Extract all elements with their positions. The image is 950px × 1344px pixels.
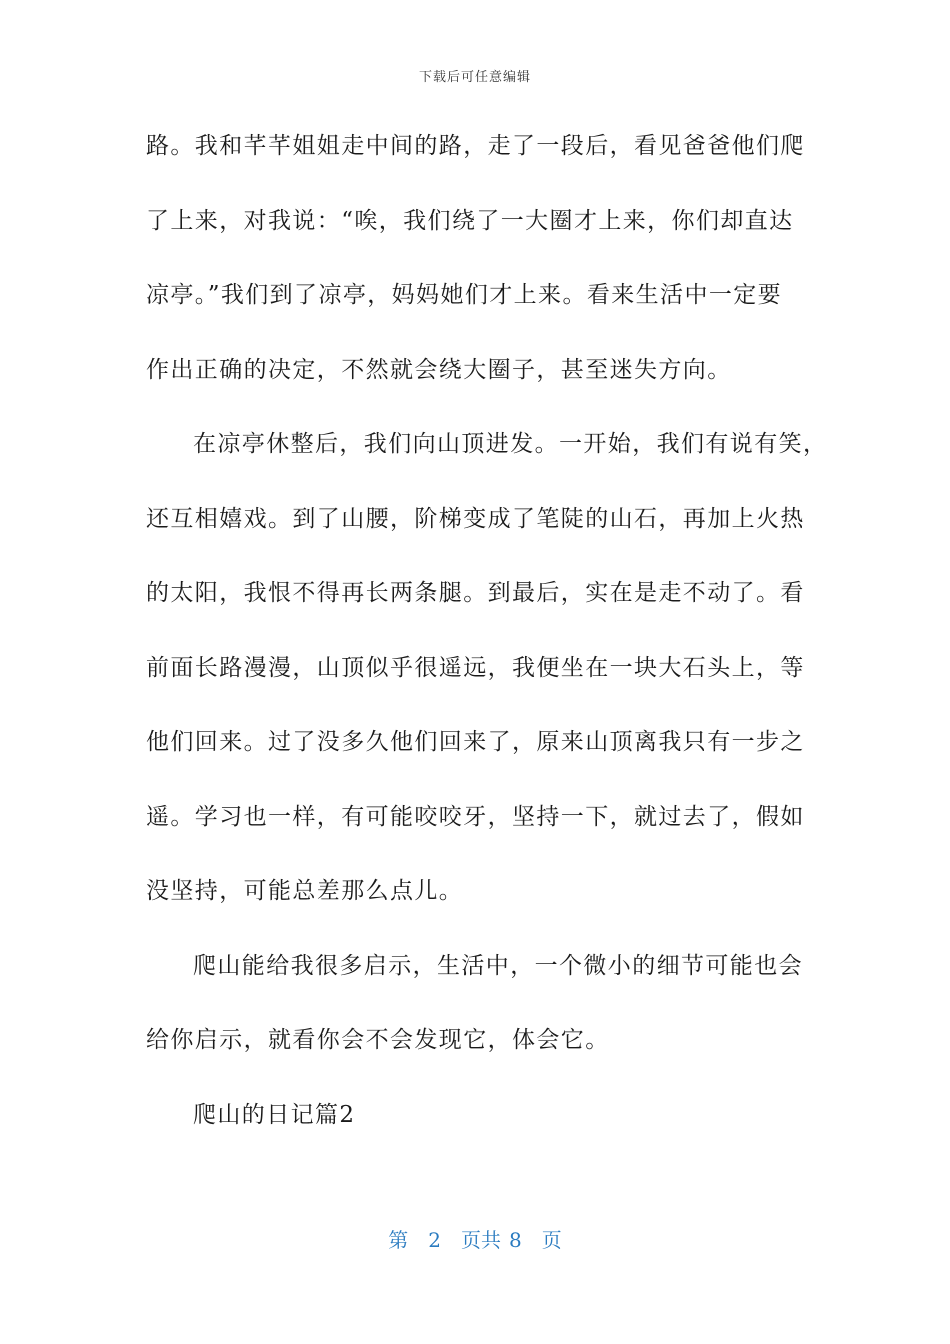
page-footer bbox=[0, 1224, 950, 1253]
text-line: 爬山能给我很多启示，生活中，一个微小的细节可能也会 bbox=[193, 952, 803, 979]
document-body bbox=[146, 126, 826, 1169]
total-page-number: 8 bbox=[509, 1228, 522, 1252]
text-line: 作出正确的决定，不然就会绕大圈子，甚至迷失方向。 bbox=[146, 356, 732, 383]
text-line: 遥。学习也一样，有可能咬咬牙，坚持一下，就过去了，假如 bbox=[146, 803, 805, 830]
text-line: 在凉亭休整后，我们向山顶进发。一开始，我们有说有笑， bbox=[193, 431, 828, 457]
footer-prefix: 第 bbox=[388, 1228, 409, 1252]
text-line: 给你启示，就看你会不会发现它，体会它。 bbox=[146, 1027, 610, 1053]
page-header: 下载后可任意编辑 bbox=[418, 70, 531, 85]
footer-middle: 页共 bbox=[461, 1228, 501, 1252]
text-line: 的太阳，我恨不得再长两条腿。到最后，实在是走不动了。看 bbox=[146, 580, 805, 606]
text-line: 前面长路漫漫，山顶似乎很遥远，我便坐在一块大石头上，等 bbox=[146, 654, 805, 681]
text-line: 他们回来。过了没多久他们回来了，原来山顶离我只有一步之 bbox=[146, 729, 805, 755]
text-line: 还互相嬉戏。到了山腰，阶梯变成了笔陡的山石，再加上火热 bbox=[146, 505, 805, 532]
text-line: 路。我和芊芊姐姐走中间的路，走了一段后，看见爸爸他们爬 bbox=[146, 133, 805, 159]
text-line: 了上来，对我说：“唉，我们绕了一大圈才上来，你们却直达 bbox=[146, 207, 794, 234]
section-heading: 爬山的日记篇2 bbox=[193, 1101, 356, 1128]
current-page-number: 2 bbox=[428, 1228, 441, 1252]
footer-suffix: 页 bbox=[541, 1228, 562, 1252]
text-line: 凉亭。”我们到了凉亭，妈妈她们才上来。看来生活中一定要 bbox=[146, 282, 783, 308]
text-line: 没坚持，可能总差那么点儿。 bbox=[146, 878, 464, 904]
